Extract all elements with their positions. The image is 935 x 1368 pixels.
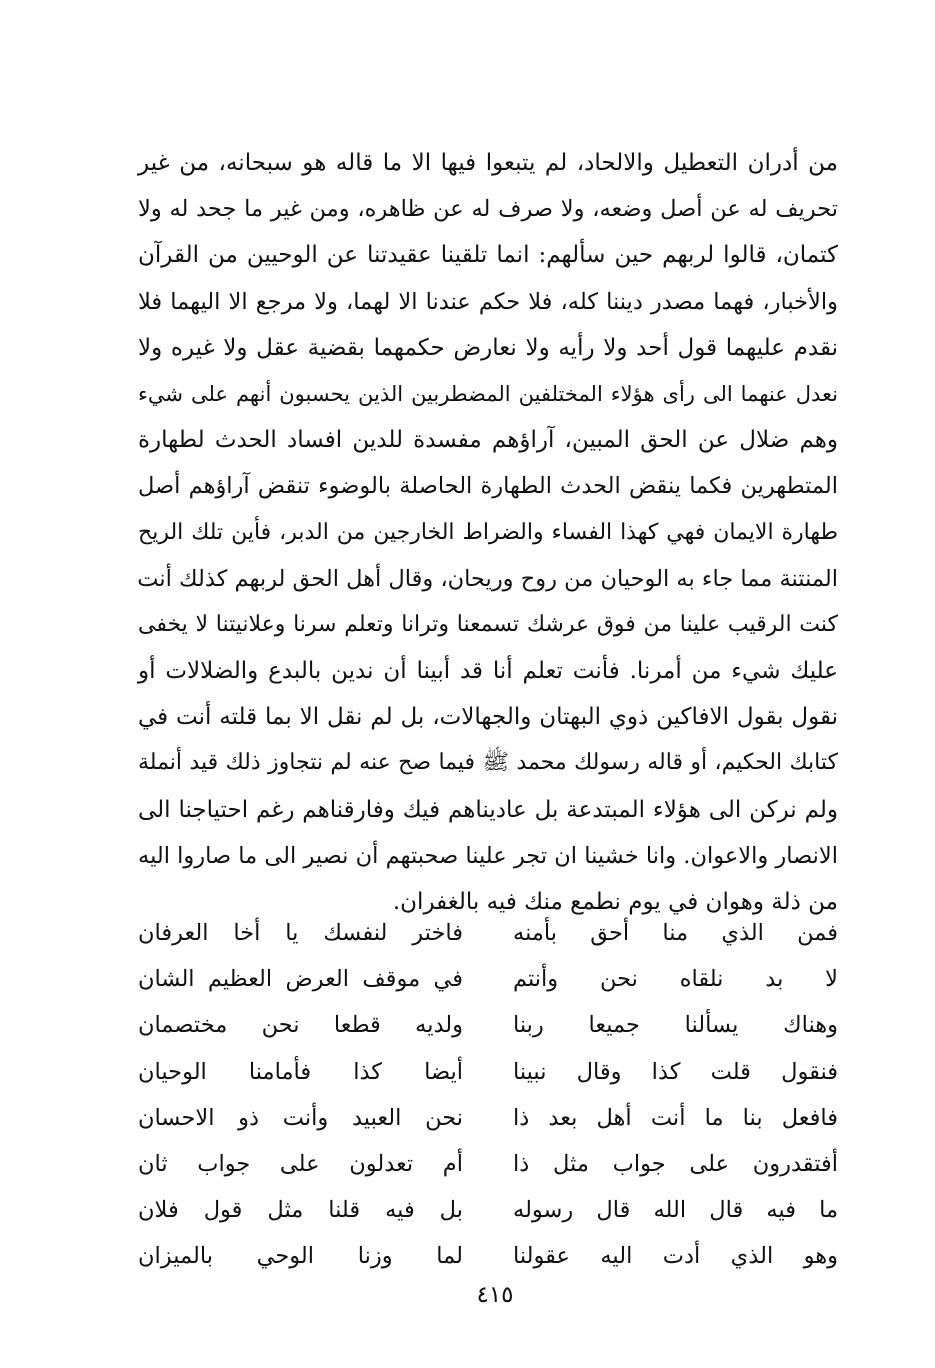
prose-line: نقدم عليهما قول أحد ولا رأيه ولا نعارض حكمهما بقضية عقل ولا غيره ولا (138, 334, 838, 361)
prose-paragraph (138, 140, 838, 925)
poem-hemistich: نحن العبيد وأنت ذو الاحسان (138, 1104, 463, 1131)
poem-hemistich: بل فيه قلنا مثل قول فلان (138, 1197, 463, 1224)
poem-hemistich: وهناك يسألنا جميعا ربنا (513, 1012, 838, 1039)
poem-hemistich: وهو الذي أدت اليه عقولنا (513, 1243, 838, 1270)
poem-hemistich: أفتقدرون على جواب مثل ذا (513, 1150, 838, 1177)
poem-hemistich: ولديه قطعا نحن مختصمان (138, 1012, 463, 1039)
prose-line: تحريف له عن أصل وضعه، ولا صرف له عن ظاهره، ومن غير ما جحد له ولا (138, 196, 838, 223)
prose-line: والأخبار، فهما مصدر ديننا كله، فلا حكم عندنا الا لهما، ولا مرجع الا اليهما فلا (138, 288, 838, 315)
prose-line: المنتنة مما جاء به الوحيان من روح وريحان، وقال أهل الحق لربهم كذلك أنت (137, 565, 838, 592)
prose-line: كتابك الحكيم، أو قاله رسولك محمد ﷺ فيما صح عنه لم نتجاوز ذلك قيد أنملة (138, 750, 838, 776)
prose-line: الانصار والاعوان. وانا خشينا ان تجر علينا صحبتهم أن نصير الى ما صاروا اليه (138, 842, 838, 869)
poem-hemistich: في موقف العرض العظيم الشان (138, 966, 463, 993)
prose-line: من ذلة وهوان في يوم نطمع منك فيه بالغفران. (392, 889, 838, 915)
poem-hemistich: أيضا كذا فأمامنا الوحيان (138, 1058, 463, 1085)
poem (138, 910, 838, 1270)
poem-first-hemistichs (513, 910, 838, 1280)
poem-hemistich: فافعل بنا ما أنت أهل بعد ذا (513, 1104, 838, 1131)
poem-hemistich: لا بد نلقاه نحن وأنتم (513, 966, 838, 993)
prose-line: وهم ضلال عن الحق المبين، آراؤهم مفسدة للدين افساد الحدث لطهارة (138, 427, 838, 454)
prose-line: كتمان، قالوا لربهم حين سألهم: انما تلقينا عقيدتنا عن الوحيين من القرآن (138, 242, 838, 269)
prose-line: ولم نركن الى هؤلاء المبتدعة بل عاديناهم فيك وفارقناهم رغم احتياجنا الى (138, 796, 838, 823)
prose-line: المتطهرين فكما ينقض الحدث الطهارة الحاصلة بالوضوء تنقض آراؤهم أصل (138, 473, 838, 500)
prose-line: نقول بقول الافاكين ذوي البهتان والجهالات، بل لم نقل الا بما قلته أنت في (138, 704, 838, 731)
prose-line: من أدران التعطيل والالحاد، لم يتبعوا فيها الا ما قاله هو سبحانه، من غير (138, 150, 838, 176)
page-number: ٤١٥ (476, 1282, 514, 1308)
prose-line: عليك شيء من أمرنا. فأنت تعلم أنا قد أبينا أن ندين بالبدع والضلالات أو (138, 658, 838, 685)
poem-hemistich: لما وزنا الوحي بالميزان (138, 1243, 463, 1270)
poem-hemistich: فاختر لنفسك يا أخا العرفان (138, 920, 463, 946)
prose-line: كنت الرقيب علينا من فوق عرشك تسمعنا وترانا وتعلم سرنا وعلانيتنا لا يخفى (138, 611, 838, 637)
poem-second-hemistichs (138, 910, 463, 1280)
poem-hemistich: ما فيه قال الله قال رسوله (513, 1197, 838, 1224)
prose-line: نعدل عنهما الى رأى هؤلاء المختلفين المضطربين الذين يحسبون أنهم على شيء (138, 381, 838, 406)
poem-hemistich: فنقول قلت كذا وقال نبينا (513, 1058, 838, 1085)
prose-line: طهارة الايمان فهي كهذا الفساء والضراط الخارجين من الدبر، فأين تلك الريح (138, 519, 838, 545)
poem-hemistich: أم تعدلون على جواب ثان (138, 1150, 463, 1177)
poem-hemistich: فمن الذي منا أحق بأمنه (513, 920, 838, 946)
